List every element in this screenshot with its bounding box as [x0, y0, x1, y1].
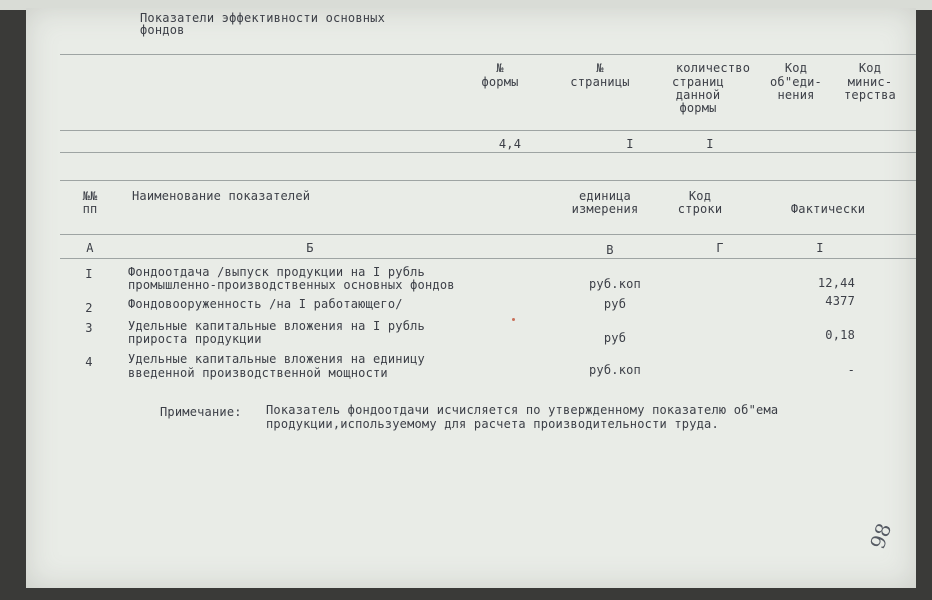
row2-value: 4377	[825, 294, 855, 308]
row1-num: I	[85, 267, 93, 281]
row4-name-line1: Удельные капитальные вложения на единицу	[128, 352, 425, 366]
header-rule-top	[60, 54, 916, 55]
table-rule-letters	[60, 258, 916, 259]
col-actual-label: Фактически	[790, 202, 866, 216]
document-title-line1: Показатели эффективности основных	[140, 11, 386, 25]
row3-name-line2: прироста продукции	[128, 332, 262, 346]
row1-unit: руб.коп	[589, 277, 641, 291]
ink-spot	[512, 318, 515, 321]
note-line2: продукции,используемому для расчета производительности труда.	[266, 417, 719, 431]
page-no-value: I	[626, 137, 634, 151]
pages-count-value: I	[706, 137, 714, 151]
form-no-value: 4,4	[498, 137, 522, 151]
letter-v: В	[606, 243, 614, 257]
header-rule-middle	[60, 130, 916, 131]
pages-count-label-4: формы	[679, 101, 717, 115]
note-line1: Показатель фондоотдачи исчисляется по утвержденному показателю об"ема	[266, 403, 779, 417]
document-title-line2: фондов	[140, 23, 185, 37]
row3-unit: руб	[603, 331, 627, 345]
row4-unit: руб.коп	[589, 363, 641, 377]
col-code-label-1: Код	[688, 189, 712, 203]
ministry-code-label-1: Код	[858, 61, 882, 75]
letter-b: Б	[306, 241, 314, 255]
table-rule-header	[60, 234, 916, 235]
pages-count-label-1: количество	[675, 61, 751, 75]
page-no-label-2: страницы	[570, 75, 630, 89]
form-no-label-1: №	[496, 61, 504, 75]
page-no-label-1: №	[596, 61, 604, 75]
col-num-label-2: пп	[82, 202, 98, 216]
form-no-label-2: формы	[481, 75, 519, 89]
row2-name-line1: Фондовооруженность /на I работающего/	[128, 297, 403, 311]
col-unit-label-2: измерения	[571, 202, 639, 216]
row3-value: 0,18	[825, 328, 855, 342]
col-code-label-2: строки	[677, 202, 723, 216]
page-number-stamp: 98	[865, 519, 897, 553]
assoc-code-label-3: нения	[777, 88, 815, 102]
letter-a: А	[86, 241, 94, 255]
row2-unit: руб	[603, 297, 627, 311]
ministry-code-label-3: терства	[844, 88, 896, 102]
row1-name-line1: Фондоотдача /выпуск продукции на I рубль	[128, 265, 425, 279]
pages-count-label-2: страниц	[672, 75, 724, 89]
row3-num: 3	[85, 321, 93, 335]
letter-g: Г	[716, 241, 724, 255]
table-rule-top	[60, 180, 916, 181]
ministry-code-label-2: минис-	[847, 75, 893, 89]
note-label: Примечание:	[160, 405, 242, 419]
row3-name-line1: Удельные капитальные вложения на I рубль	[128, 319, 425, 333]
col-name-label: Наименование показателей	[132, 189, 311, 203]
row1-name-line2: промышленно-производственных основных фондов	[128, 278, 455, 292]
row4-num: 4	[85, 355, 93, 369]
letter-one: I	[816, 241, 824, 255]
pages-count-label-3: данной	[675, 88, 721, 102]
col-unit-label-1: единица	[579, 189, 631, 203]
assoc-code-label-1: Код	[784, 61, 808, 75]
row2-num: 2	[85, 301, 93, 315]
header-rule-bottom	[60, 152, 916, 153]
row4-value: -	[847, 363, 855, 377]
assoc-code-label-2: об"еди-	[770, 75, 822, 89]
col-num-label-1: №№	[82, 189, 98, 203]
row4-name-line2: введенной производственной мощности	[128, 366, 388, 380]
row1-value: 12,44	[817, 276, 855, 290]
